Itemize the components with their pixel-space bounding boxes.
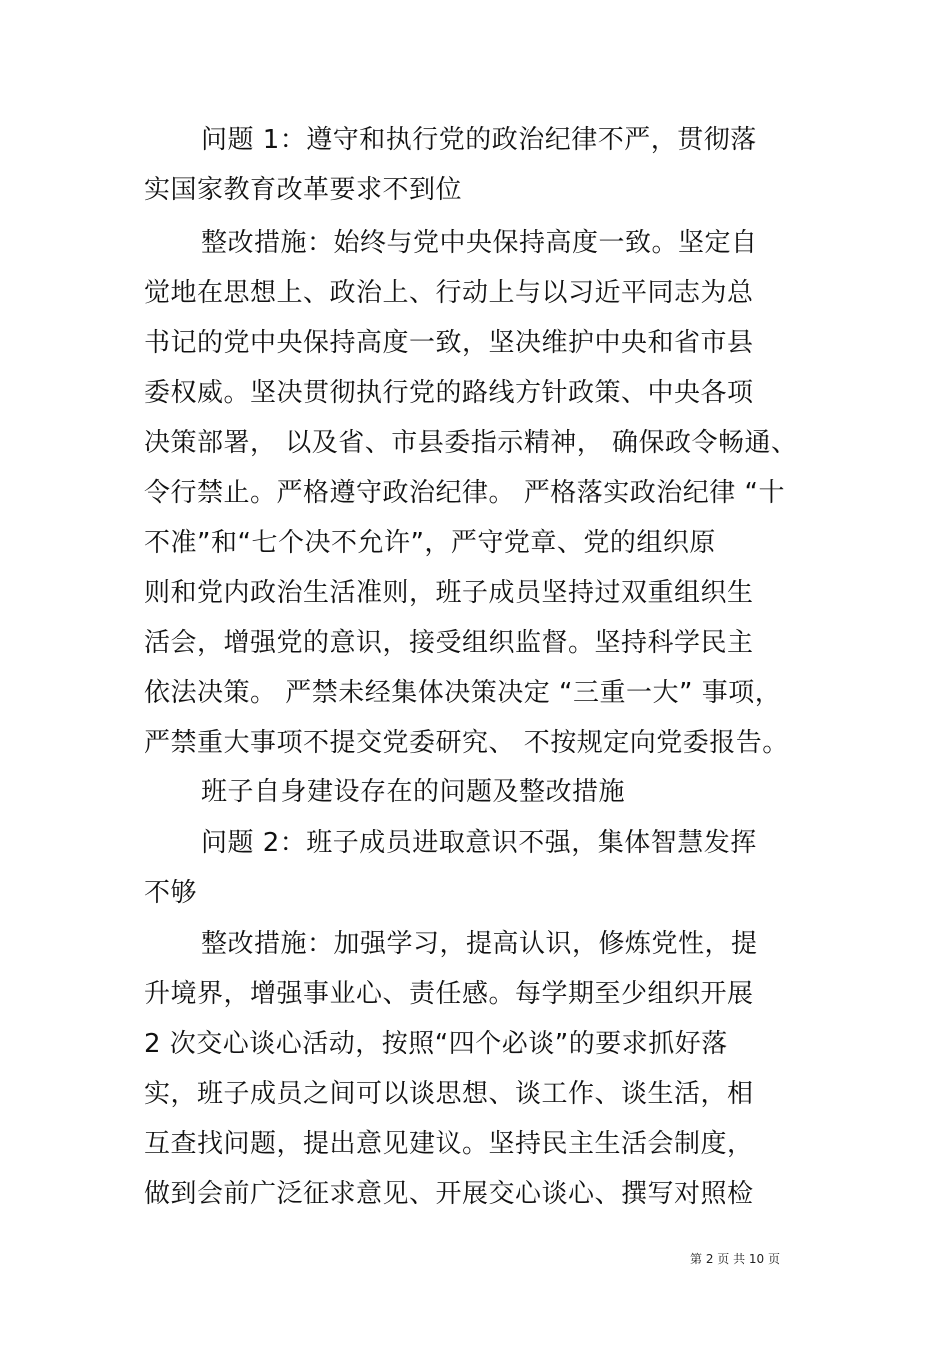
measure-1-line-3: 书记的党中央保持高度一致，坚决维护中央和省市县 xyxy=(144,328,754,358)
measure-2-line-5: 互查找问题，提出意见建议。坚持民主生活会制度， xyxy=(144,1129,754,1159)
measure-1-line-7: 不准”和“七个决不允许”，严守党章、党的组织原 xyxy=(144,528,716,558)
measure-2-line-3: 2 次交心谈心活动，按照“四个必谈”的要求抓好落 xyxy=(144,1029,728,1059)
measure-2-line-6: 做到会前广泛征求意见、开展交心谈心、撰写对照检 xyxy=(144,1179,754,1209)
issue-2-heading-line-2: 不够 xyxy=(144,878,198,908)
issue-2-heading-line-1: 问题 2：班子成员进取意识不强，集体智慧发挥 xyxy=(201,828,757,858)
measure-1-line-2: 觉地在思想上、政治上、行动上与以习近平同志为总 xyxy=(144,278,754,308)
measure-1-line-9: 活会，增强党的意识，接受组织监督。坚持科学民主 xyxy=(144,628,754,658)
measure-1-line-10: 依法决策。 严禁未经集体决策决定 “三重一大” 事项， xyxy=(144,678,782,708)
page-number: 第 2 页 共 10 页 xyxy=(690,1252,780,1266)
measure-2-line-4: 实，班子成员之间可以谈思想、谈工作、谈生活，相 xyxy=(144,1079,754,1109)
section-heading: 班子自身建设存在的问题及整改措施 xyxy=(201,777,626,807)
issue-1-heading-line-2: 实国家教育改革要求不到位 xyxy=(144,175,463,205)
measure-1-line-8: 则和党内政治生活准则，班子成员坚持过双重组织生 xyxy=(144,578,754,608)
measure-2-line-2: 升境界，增强事业心、责任感。每学期至少组织开展 xyxy=(144,979,754,1009)
measure-1-line-5: 决策部署， 以及省、市县委指示精神， 确保政令畅通、 xyxy=(144,428,798,458)
measure-2-line-1: 整改措施：加强学习，提高认识，修炼党性，提 xyxy=(201,929,758,959)
measure-1-line-6: 令行禁止。严格遵守政治纪律。 严格落实政治纪律 “十 xyxy=(144,478,785,508)
measure-1-line-4: 委权威。坚决贯彻执行党的路线方针政策、中央各项 xyxy=(144,378,754,408)
measure-1-line-1: 整改措施：始终与党中央保持高度一致。坚定自 xyxy=(201,228,758,258)
measure-1-line-11: 严禁重大事项不提交党委研究、 不按规定向党委报告。 xyxy=(144,728,789,758)
issue-1-heading-line-1: 问题 1：遵守和执行党的政治纪律不严，贯彻落 xyxy=(201,125,757,155)
